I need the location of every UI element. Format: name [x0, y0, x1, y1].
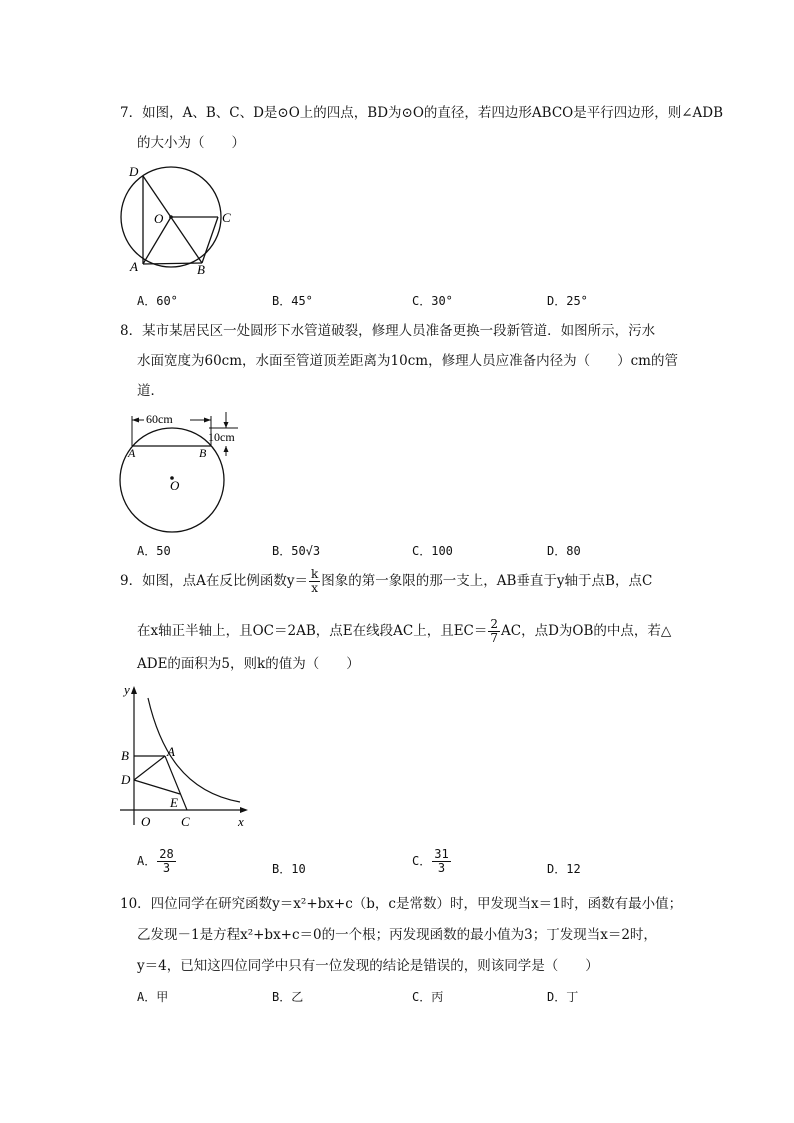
q8-label-height: 10cm [208, 430, 235, 444]
q9-option-a-num: 28 [159, 847, 174, 861]
q9-frac-ec-num: 2 [490, 617, 499, 631]
q9-label-D: D [121, 772, 131, 787]
q8-option-c: C．100 [412, 544, 453, 558]
q8-label-width: 60cm [146, 412, 173, 426]
q7-label-A: A [130, 259, 138, 274]
q10-line3: y＝4，已知这四位同学中只有一位发现的结论是错误的，则该同学是（ ） [137, 958, 599, 974]
q9-frac-k [309, 568, 320, 595]
q8-line3: 道． [137, 383, 164, 399]
q9-label-B: B [121, 748, 129, 763]
q7-label-C: C [222, 210, 231, 225]
q8-label-B: B [199, 446, 207, 460]
q8-option-d: D．80 [547, 544, 581, 558]
q7-option-d: D．25° [547, 294, 588, 308]
q10-option-b: B．乙 [272, 990, 304, 1004]
q7-label-D: D [129, 164, 139, 179]
q8-figure [114, 408, 244, 533]
q9-line3: ADE的面积为5，则k的值为（ ） [137, 656, 360, 672]
q7-label-B: B [197, 262, 205, 277]
q10-option-a: A．甲 [137, 990, 169, 1004]
q9-label-C: C [181, 814, 190, 829]
q9-line1 [120, 568, 652, 595]
q9-line2-b: AC，点D为OB的中点，若△ [501, 623, 672, 639]
q8-label-A: A [128, 446, 136, 460]
q7-label-O: O [154, 211, 164, 226]
q7-figure [114, 160, 244, 280]
q7-option-c: C．30° [412, 294, 453, 308]
q9-line2-a: 在x轴正半轴上，且OC＝2AB，点E在线段AC上，且EC＝ [137, 623, 488, 639]
q9-option-a-frac [157, 848, 175, 875]
q9-option-c-num: 31 [434, 847, 449, 861]
q9-option-b: B．10 [272, 862, 306, 876]
q8-line1: 8．某市某居民区一处圆形下水管道破裂，修理人员准备更换一段新管道．如图所示，污水 [120, 323, 656, 339]
q7-line1: 7．如图，A、B、C、D是⊙O上的四点，BD为⊙O的直径，若四边形ABCO是平行四边形，则∠ADB [120, 105, 724, 121]
q9-label-x: x [238, 814, 244, 829]
q9-frac-ec [488, 618, 500, 645]
q9-option-a [137, 848, 177, 875]
q9-option-c-den: 3 [437, 861, 446, 875]
q9-option-d: D．12 [547, 862, 581, 876]
q9-line1-a: 9．如图，点A在反比例函数y＝ [120, 573, 308, 589]
q9-frac-k-den: x [311, 581, 318, 595]
q10-line2: 乙发现－1是方程x²+bx+c＝0的一个根；丙发现函数的最小值为3；丁发现当x＝2时， [137, 927, 657, 943]
q9-frac-k-num: k [310, 567, 319, 581]
q9-option-a-prefix: A． [137, 854, 157, 868]
q10-line1: 10．四位同学在研究函数y＝x²+bx+c（b，c是常数）时，甲发现当x＝1时，函数有最小值； [120, 896, 683, 912]
q10-option-d: D．丁 [547, 990, 579, 1004]
q9-option-c-frac [432, 848, 450, 875]
q7-option-a: A．60° [137, 294, 178, 308]
q9-option-c [412, 848, 452, 875]
q9-figure [114, 680, 254, 835]
q8-line2: 水面宽度为60cm，水面至管道顶差距离为10cm，修理人员应准备内径为（ ）cm的管 [137, 353, 678, 369]
q7-option-b: B．45° [272, 294, 313, 308]
q9-label-O: O [141, 814, 151, 829]
q9-frac-ec-den: 7 [490, 631, 499, 645]
q9-label-y: y [124, 682, 130, 697]
q9-line2 [137, 618, 671, 645]
q9-option-a-den: 3 [162, 861, 171, 875]
q9-line1-b: 图象的第一象限的那一支上，AB垂直于y轴于点B，点C [321, 573, 653, 589]
q8-option-b: B．50√3 [272, 544, 321, 558]
q9-option-c-prefix: C． [412, 854, 432, 868]
q9-label-E: E [170, 795, 178, 810]
q10-option-c: C．丙 [412, 990, 444, 1004]
q7-line2: 的大小为（ ） [137, 135, 245, 151]
q8-option-a: A．50 [137, 544, 171, 558]
q9-label-A: A [167, 744, 175, 759]
q8-label-O: O [170, 478, 180, 493]
